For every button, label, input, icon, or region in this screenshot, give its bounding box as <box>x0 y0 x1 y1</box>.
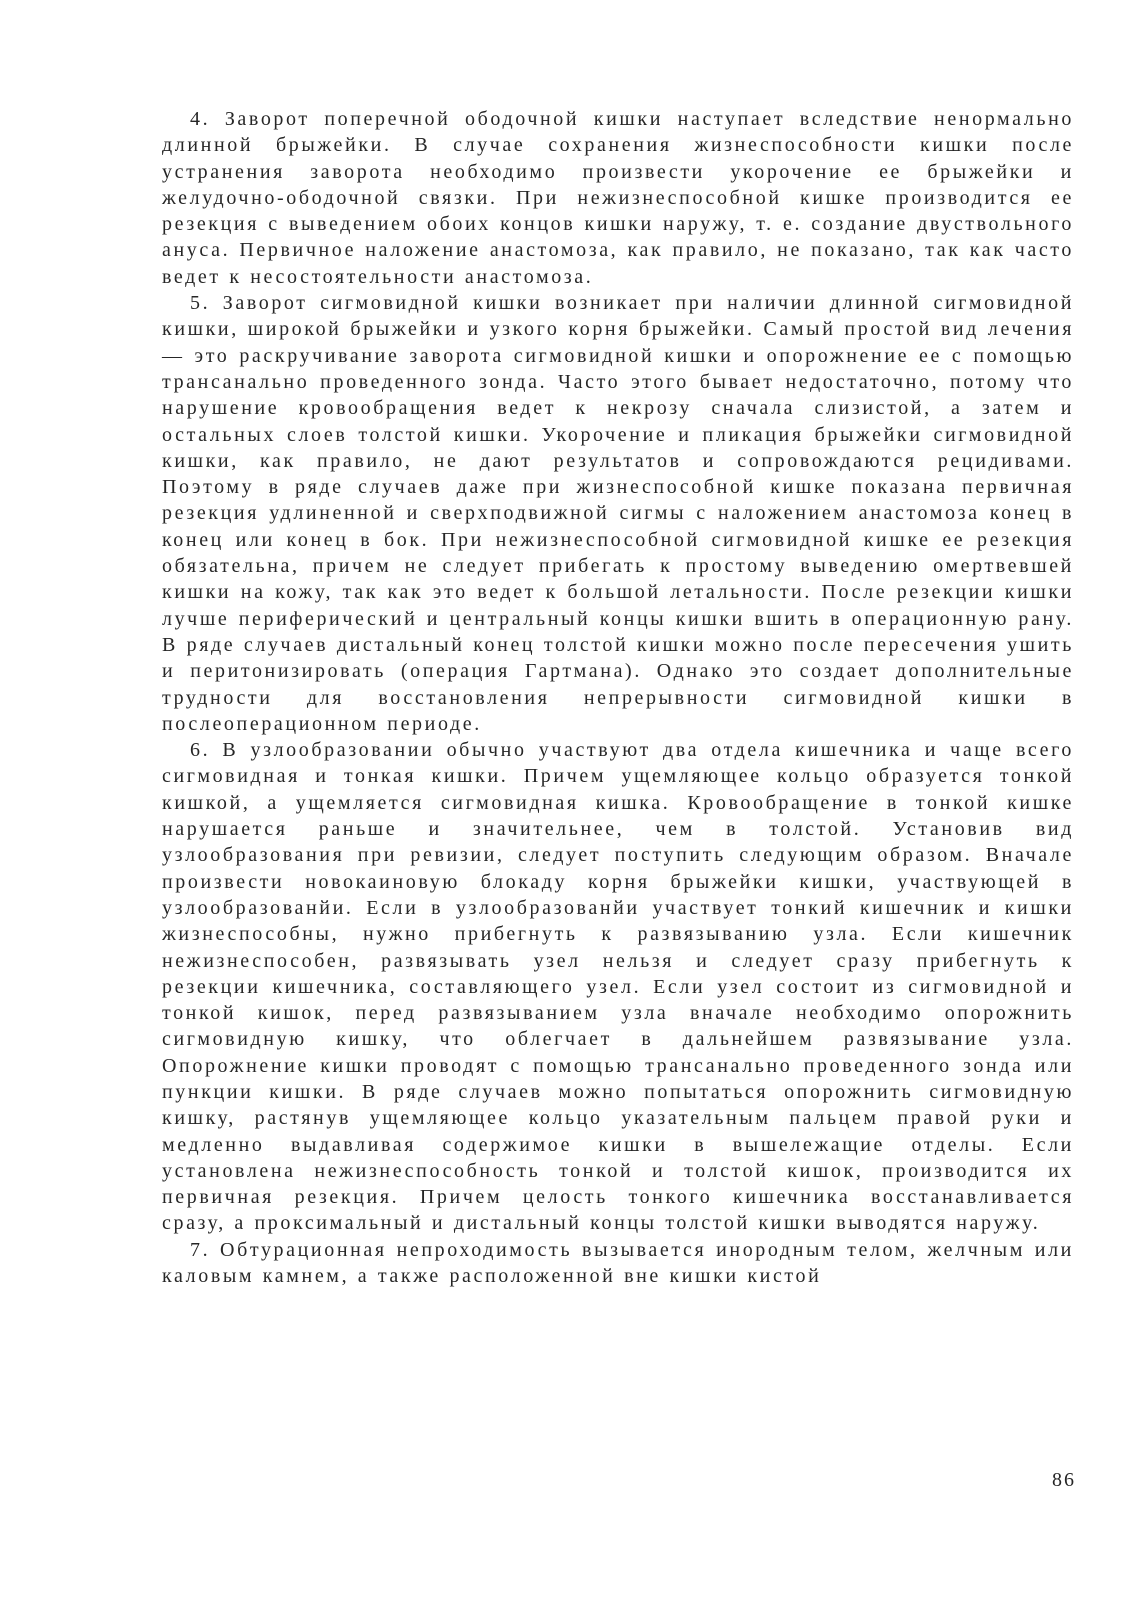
paragraph-7: 7. Обтурационная непроходимость вызывается инородным телом, желчным или каловым камнем, а также расположенной вне кишки кистой <box>162 1238 1074 1288</box>
body-text <box>162 106 1074 1289</box>
paragraph-4: 4. Заворот поперечной ободочной кишки наступает вследствие ненормально длинной брыжейки. В случае сохранения жизнеспособности кишки после устранения заворота необходимо произвести укорочение ее брыжейки и желудочно-ободочной связки. При нежизнеспособной кишке производится ее резекция с выведением обоих концов кишки наружу, т. е. создание двуствольного ануса. Первичное наложение анастомоза, как правило, не показано, так как часто ведет к несостоятельности анастомоза. <box>162 108 1074 288</box>
paragraph-6: 6. В узлообразовании обычно участвуют два отдела кишечника и чаще всего сигмовидная и тонкая кишки. Причем ущемляющее кольцо образуется тонкой кишкой, а ущемляется сигмовидная кишка. Кровообращение в тонкой кишке нарушается раньше и значительнее, чем в толстой. Установив вид узлообразования при ревизии, следует поступить следующим образом. Вначале произвести новокаиновую блокаду корня брыжейки кишки, участвующей в узлообразованйи. Если в узлообразованйи участвует тонкий кишечник и кишки жизнеспособны, нужно прибегнуть к развязыванию узла. Если кишечник нежизнеспособен, развязывать узел нельзя и следует сразу прибегнуть к резекции кишечника, составляющего узел. Если узел состоит из сигмовидной и тонкой кишок, перед развязыванием узла вначале необходимо опорожнить сигмовидную кишку, что облегчает в дальнейшем развязывание узла. Опорожнение кишки проводят с помощью трансанально проведенного зонда или пункции кишки. В ряде случаев можно попытаться опорожнить сигмовидную кишку, растянув ущемляющее кольцо указательным пальцем правой руки и медленно выдавливая содержимое кишки в вышележащие отделы. Если установлена нежизнеспособность тонкой и толстой кишок, производится их первичная резекция. Причем целость тонкого кишечника восстанавливается сразу, а проксимальный и дистальный концы толстой кишки выводятся наружу. <box>162 739 1074 1235</box>
page-number: 86 <box>1052 1469 1076 1491</box>
paragraph-5: 5. Заворот сигмовидной кишки возникает при наличии длинной сигмовидной кишки, широкой брыжейки и узкого корня брыжейки. Самый простой вид лечения — это раскручивание заворота сигмовидной кишки и опорожнение ее с помощью трансанально проведенного зонда. Часто этого бывает недостаточно, потому что нарушение кровообращения ведет к некрозу сначала слизистой, а затем и остальных слоев толстой кишки. Укорочение и пликация брыжейки сигмовидной кишки, как правило, не дают результатов и сопровождаются рецидивами. Поэтому в ряде случаев даже при жизнеспособной кишке показана первичная резекция удлиненной и сверхподвижной сигмы с наложением анастомоза конец в конец или конец в бок. При нежизнеспособной сигмовидной кишке ее резекция обязательна, причем не следует прибегать к простому выведению омертвевшей кишки на кожу, так как это ведет к большой летальности. После резекции кишки лучше периферический и центральный концы кишки вшить в операционную рану. В ряде случаев дистальный конец толстой кишки можно после пересечения ушить и перитонизировать (операция Гартмана). Однако это создает дополнительные трудности для восстановления непрерывности сигмовидной кишки в послеоперационном периоде. <box>162 292 1074 735</box>
